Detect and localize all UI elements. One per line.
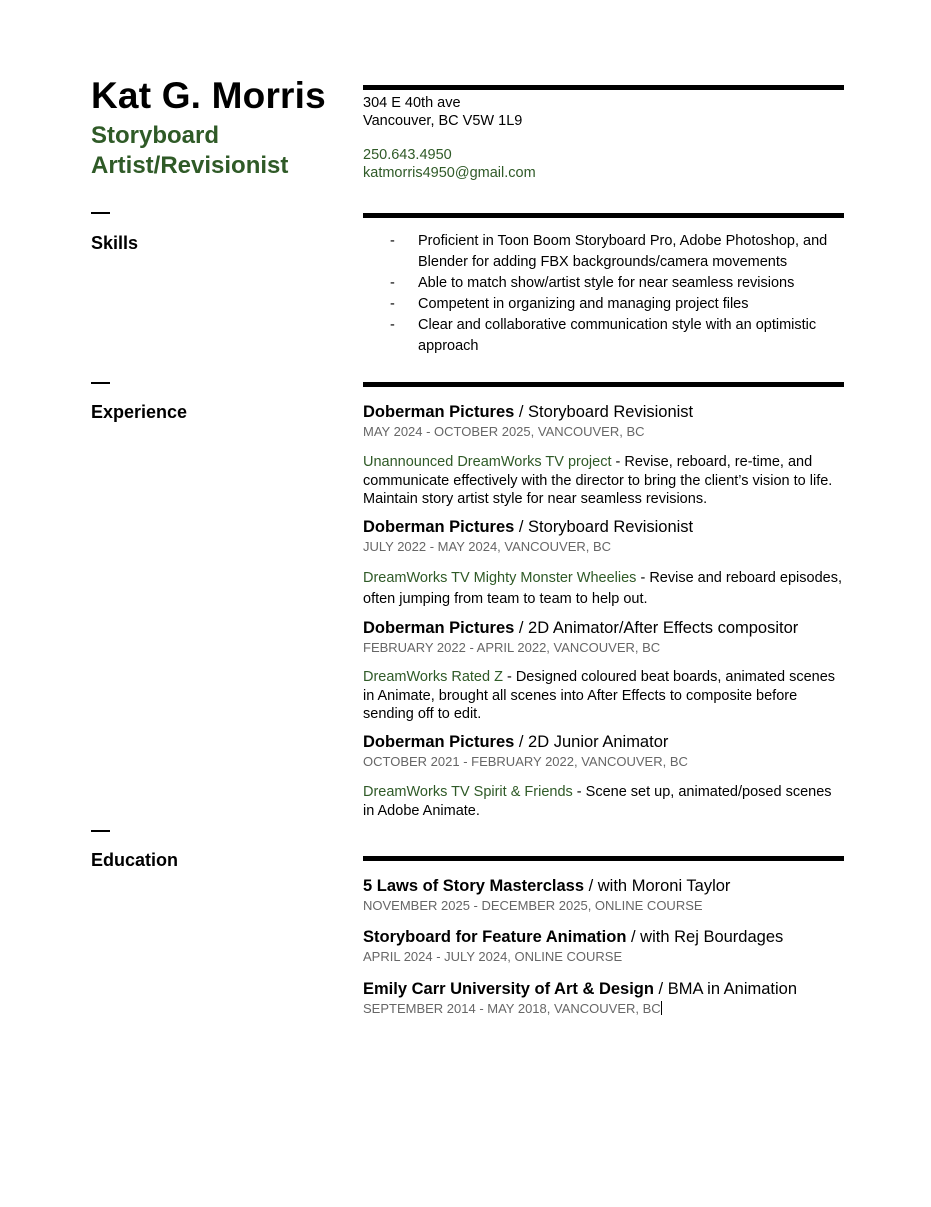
entry-title <box>363 979 844 999</box>
education-heading: Education <box>91 850 179 870</box>
resume-name: Kat G. Morris <box>91 75 326 116</box>
skill-text: Proficient in Toon Boom Storyboard Pro, Adobe Photoshop, and Blender for adding FBX backgrounds/camera movements <box>418 233 828 270</box>
address-line-2: Vancouver, BC V5W 1L9 <box>363 113 523 129</box>
entry-title <box>363 876 844 896</box>
entry-title <box>363 927 844 947</box>
job-title: / Storyboard Revisionist <box>514 518 694 536</box>
job-title: / 2D Junior Animator <box>514 733 669 751</box>
list-item <box>363 231 844 273</box>
entry-date: APRIL 2024 - JULY 2024, ONLINE COURSE <box>363 949 623 964</box>
skill-text: Able to match show/artist style for near seamless revisions <box>418 275 795 291</box>
bullet-dash: - <box>390 233 395 249</box>
course-detail: / with Moroni Taylor <box>584 877 731 895</box>
project-name: DreamWorks TV Spirit & Friends <box>363 784 573 800</box>
entry-date: FEBRUARY 2022 - APRIL 2022, VANCOUVER, BC <box>363 640 661 655</box>
entry-title <box>363 402 844 422</box>
entry-title <box>363 517 844 537</box>
bullet-dash: - <box>390 317 395 333</box>
entry-date: OCTOBER 2021 - FEBRUARY 2022, VANCOUVER, BC <box>363 754 688 769</box>
job-title: / 2D Animator/After Effects compositor <box>514 619 799 637</box>
section-dash <box>91 212 110 214</box>
section-dash <box>91 830 110 832</box>
description-text: - Revise and reboard episodes, often jumping from team to team to help out. <box>363 570 842 607</box>
list-item <box>363 273 844 294</box>
company-name: Doberman Pictures <box>363 403 515 421</box>
description-text: - Designed coloured beat boards, animated scenes in Animate, brought all scenes into After Effects to composite before sending off to edit. <box>363 669 836 722</box>
bullet-dash: - <box>390 296 395 312</box>
project-name: DreamWorks TV Mighty Monster Wheelies <box>363 570 637 586</box>
course-name: 5 Laws of Story Masterclass <box>363 877 585 895</box>
email-address[interactable]: katmorris4950@gmail.com <box>363 165 536 181</box>
experience-entry <box>363 517 844 555</box>
course-name: Emily Carr University of Art & Design <box>363 980 654 998</box>
project-name: Unannounced DreamWorks TV project <box>363 454 612 470</box>
experience-description <box>363 453 844 509</box>
education-entry <box>363 927 844 965</box>
section-dash <box>91 382 110 384</box>
entry-date: MAY 2024 - OCTOBER 2025, VANCOUVER, BC <box>363 424 645 439</box>
experience-heading: Experience <box>91 402 188 422</box>
phone-number[interactable]: 250.643.4950 <box>363 147 452 163</box>
experience-entry <box>363 732 844 770</box>
company-name: Doberman Pictures <box>363 733 515 751</box>
course-name: Storyboard for Feature Animation <box>363 928 627 946</box>
experience-description <box>363 568 844 610</box>
experience-description <box>363 783 844 820</box>
resume-role: Storyboard Artist/Revisionist <box>91 122 289 179</box>
entry-date: JULY 2022 - MAY 2024, VANCOUVER, BC <box>363 539 612 554</box>
project-name: DreamWorks Rated Z <box>363 669 503 685</box>
entry-date <box>363 1001 844 1017</box>
text-cursor <box>661 1001 662 1015</box>
course-detail: / with Rej Bourdages <box>626 928 784 946</box>
experience-entry <box>363 618 844 656</box>
section-rule <box>363 382 844 387</box>
experience-entry <box>363 402 844 440</box>
skills-heading: Skills <box>91 233 139 253</box>
section-rule <box>363 213 844 218</box>
entry-date-text: SEPTEMBER 2014 - MAY 2018, VANCOUVER, BC <box>363 1001 661 1016</box>
description-text: - Scene set up, animated/posed scenes in Adobe Animate. <box>363 784 832 819</box>
address-block <box>363 94 522 130</box>
list-item <box>363 294 844 315</box>
skill-text: Competent in organizing and managing project files <box>418 296 749 312</box>
list-item <box>363 315 844 357</box>
description-text: - Revise, reboard, re-time, and communicate effectively with the director to bring the client’s vision to life. Maintain story artist style for near seamless revisions. <box>363 454 833 507</box>
course-detail: / BMA in Animation <box>653 980 798 998</box>
skill-text: Clear and collaborative communication style with an optimistic approach <box>418 317 817 354</box>
contact-block <box>363 146 536 182</box>
skills-list <box>363 231 844 357</box>
education-entry <box>363 876 844 914</box>
experience-description <box>363 668 844 724</box>
entry-title <box>363 732 844 752</box>
job-title: / Storyboard Revisionist <box>514 403 694 421</box>
company-name: Doberman Pictures <box>363 518 515 536</box>
section-rule <box>363 85 844 90</box>
company-name: Doberman Pictures <box>363 619 515 637</box>
section-rule <box>363 856 844 861</box>
address-line-1: 304 E 40th ave <box>363 95 461 111</box>
education-entry <box>363 979 844 1017</box>
entry-title <box>363 618 844 638</box>
bullet-dash: - <box>390 275 395 291</box>
entry-date: NOVEMBER 2025 - DECEMBER 2025, ONLINE COURSE <box>363 898 703 913</box>
